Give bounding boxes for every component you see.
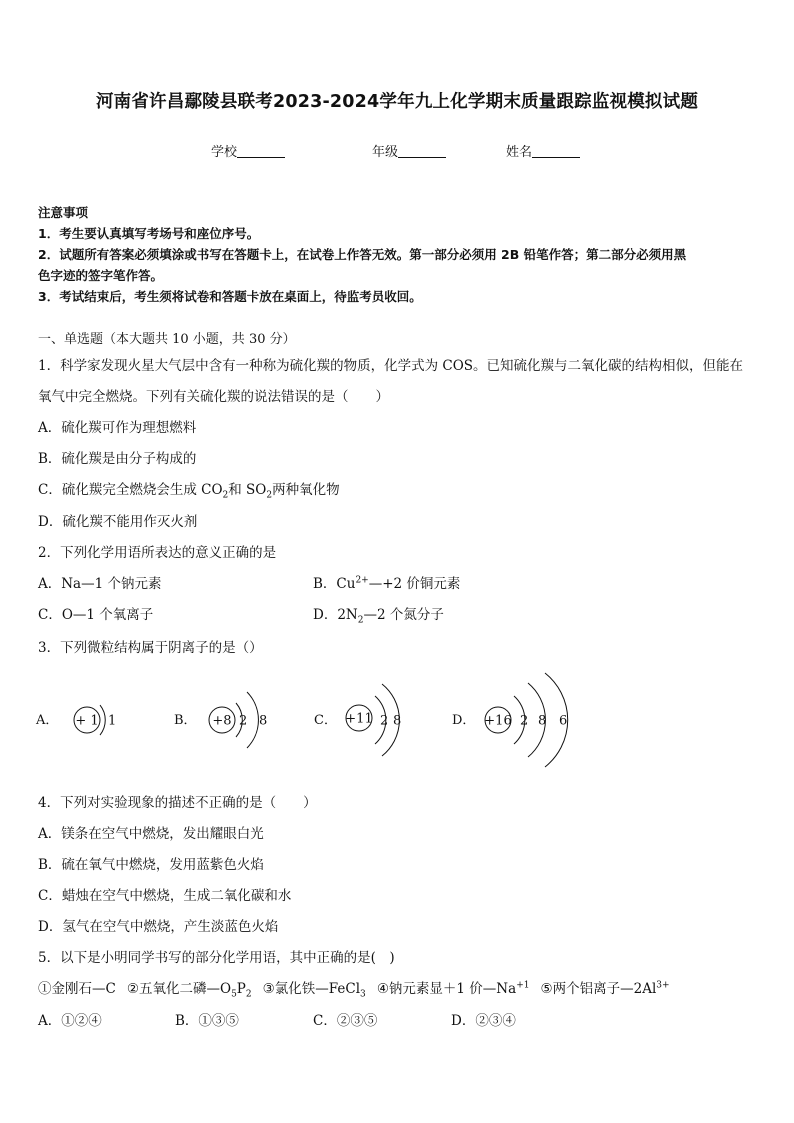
name-field [506, 141, 580, 160]
q5-item-1: ①金刚石—C [38, 981, 116, 997]
school-blank [237, 143, 285, 158]
school-field [211, 141, 285, 160]
q5-items [38, 977, 670, 1000]
q5-item-4: ④钠元素显＋1 价$—Na^{+1}$ [376, 980, 530, 997]
q2-option-c: C．O—1 个氧离子 [38, 607, 154, 623]
q1-stem: 1．科学家发现火星大气层中含有一种称为硫化羰的物质，化学式为 COS。已知硫化羰与二氧化碳的结构相似，但能在 [38, 358, 744, 374]
svg-text:8: 8 [538, 713, 547, 729]
grade-blank [398, 143, 446, 158]
svg-text:2: 2 [239, 713, 248, 729]
svg-text:+16: +16 [484, 713, 512, 729]
q1-option-c: C．硫化羰完全燃烧会生成 $CO_2$和 $SO_2$两种氧化物 [38, 482, 340, 501]
svg-text:+11: +11 [345, 711, 373, 727]
q5-option-a: A．①②④ [38, 1013, 102, 1029]
q2-option-b: B．$Cu^{2+}—+2$ 价铜元素 [313, 575, 461, 592]
svg-text:C．: C． [314, 713, 337, 728]
svg-text:2: 2 [380, 713, 389, 729]
note-item: 2．试题所有答案必须填涂或书写在答题卡上，在试卷上作答无效。第一部分必须用 2B 铅笔作答；第二部分必须用黑 [38, 247, 687, 262]
svg-text:8: 8 [393, 713, 402, 729]
q4-option-a: A．镁条在空气中燃烧，发出耀眼白光 [38, 826, 264, 842]
svg-text:8: 8 [259, 713, 268, 729]
q2-stem: 2．下列化学用语所表达的意义正确的是 [38, 545, 277, 561]
section-heading: 一、单选题（本大题共 10 小题，共 30 分） [38, 332, 296, 347]
name-blank [532, 143, 580, 158]
svg-text:B．: B． [174, 713, 197, 728]
svg-text:+ 1: + 1 [75, 713, 99, 729]
note-item: 色字迹的签字笔作答。 [38, 268, 164, 283]
q5-stem: 5．以下是小明同学书写的部分化学用语，其中正确的是( ) [38, 950, 395, 966]
q1-stem-cont: 氧气中完全燃烧。下列有关硫化羰的说法错误的是（ ） [38, 389, 389, 405]
q5-item-5: ⑤两个铝离子$—2Al^{3+}$ [540, 980, 670, 997]
q4-option-b: B．硫在氧气中燃烧，发用蓝紫色火焰 [38, 857, 264, 873]
q5-item-2: ②五氧化二磷$—O_5P_2$ [126, 981, 252, 1000]
q4-option-d: D．氢气在空气中燃烧，产生淡蓝色火焰 [38, 919, 279, 935]
q1-option-a: A．硫化羰可作为理想燃料 [38, 420, 197, 436]
q4-option-c: C．蜡烛在空气中燃烧，生成二氧化碳和水 [38, 888, 292, 904]
school-label: 学校 [211, 145, 238, 160]
q4-stem: 4．下列对实验现象的描述不正确的是（ ） [38, 795, 317, 811]
note-item: 3．考试结束后，考生须将试卷和答题卡放在桌面上，待监考员收回。 [38, 289, 422, 304]
name-label: 姓名 [506, 145, 533, 160]
q5-option-b: B．①③⑤ [175, 1013, 239, 1029]
q5-option-c: C．②③⑤ [313, 1013, 378, 1029]
atom-diagram-a [35, 705, 116, 735]
svg-text:A．: A． [36, 713, 59, 728]
atom-diagram-b [174, 692, 267, 748]
q5-item-3: ③氯化铁—FeCl$_3$ [262, 981, 366, 1000]
q1-option-b: B．硫化羰是由分子构成的 [38, 451, 197, 467]
svg-text:1: 1 [108, 713, 117, 729]
svg-text:2: 2 [520, 713, 529, 729]
q2-option-d: D．$2N_2—2$ 个氮分子 [313, 607, 444, 626]
svg-text:+8: +8 [212, 713, 232, 729]
q5-option-d: D．②③④ [451, 1013, 516, 1029]
page-title: 河南省许昌鄢陵县联考2023-2024学年九上化学期末质量跟踪监视模拟试题 [95, 92, 699, 112]
atom-diagram-d [452, 673, 568, 767]
atom-structure-diagrams [30, 665, 590, 773]
q1-option-d: D．硫化羰不能用作灭火剂 [38, 514, 198, 530]
note-item: 1．考生要认真填写考场号和座位序号。 [38, 226, 260, 241]
atom-diagram-c [314, 684, 401, 756]
svg-text:D．: D． [452, 713, 476, 728]
q2-option-a: A．Na—1 个钠元素 [38, 576, 162, 592]
grade-field [372, 141, 446, 160]
q3-stem: 3．下列微粒结构属于阴离子的是（） [38, 640, 263, 656]
svg-text:6: 6 [559, 713, 568, 729]
notes-heading: 注意事项 [38, 205, 89, 220]
grade-label: 年级 [372, 145, 399, 160]
